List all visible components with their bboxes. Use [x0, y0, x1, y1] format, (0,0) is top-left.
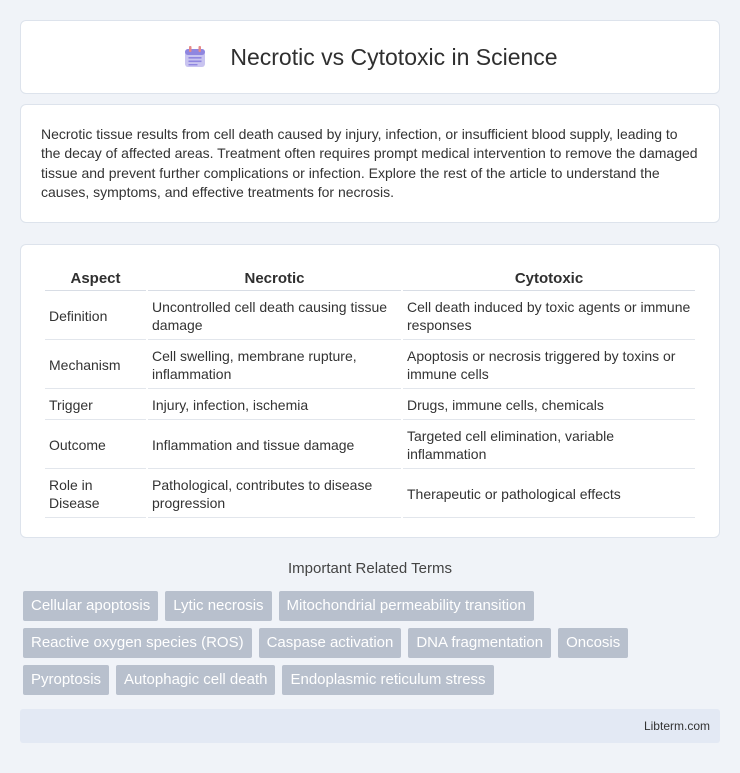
tag-link[interactable]: Autophagic cell death: [116, 665, 275, 695]
header-necrotic: Necrotic: [148, 267, 401, 291]
header-cytotoxic: Cytotoxic: [403, 267, 695, 291]
page-title: Necrotic vs Cytotoxic in Science: [230, 43, 558, 70]
tag-link[interactable]: Oncosis: [558, 628, 628, 658]
tag-link[interactable]: Mitochondrial permeability transition: [279, 591, 534, 621]
table-row: [45, 422, 695, 469]
cell-cytotoxic: Drugs, immune cells, chemicals: [403, 391, 695, 420]
cell-necrotic: Inflammation and tissue damage: [148, 422, 401, 469]
table-row: [45, 471, 695, 518]
cell-aspect: Role in Disease: [45, 471, 146, 518]
title-card: [20, 20, 720, 94]
comparison-table-card: [20, 244, 720, 538]
related-terms-tags: [23, 591, 723, 702]
cell-cytotoxic: Apoptosis or necrosis triggered by toxins or immune cells: [403, 342, 695, 389]
cell-cytotoxic: Cell death induced by toxic agents or immune responses: [403, 293, 695, 340]
cell-cytotoxic: Targeted cell elimination, variable inflammation: [403, 422, 695, 469]
table-row: [45, 293, 695, 340]
related-terms-title: Important Related Terms: [288, 560, 452, 577]
footer-site-link[interactable]: Libterm.com: [643, 719, 710, 733]
comparison-table: [43, 265, 697, 520]
cell-aspect: Mechanism: [45, 342, 146, 389]
footer: [20, 709, 720, 743]
cell-aspect: Trigger: [45, 391, 146, 420]
cell-necrotic: Injury, infection, ischemia: [148, 391, 401, 420]
cell-cytotoxic: Therapeutic or pathological effects: [403, 471, 695, 518]
cell-necrotic: Cell swelling, membrane rupture, inflammation: [148, 342, 401, 389]
cell-necrotic: Uncontrolled cell death causing tissue damage: [148, 293, 401, 340]
table-row: [45, 342, 695, 389]
intro-text: Necrotic tissue results from cell death caused by injury, infection, or insufficient blood supply, leading to the decay of affected areas. Treatment often requires prompt medical intervention to remove the damaged tissue and prevent further complications or infection. Explore the rest of the article to understand the causes, symptoms, and effective treatments for necrosis.: [41, 126, 698, 201]
tag-link[interactable]: Endoplasmic reticulum stress: [282, 665, 493, 695]
tag-link[interactable]: Lytic necrosis: [165, 591, 271, 621]
table-row: [45, 391, 695, 420]
tag-link[interactable]: Cellular apoptosis: [23, 591, 158, 621]
tag-link[interactable]: DNA fragmentation: [408, 628, 551, 658]
table-header-row: [45, 267, 695, 291]
cell-necrotic: Pathological, contributes to disease progression: [148, 471, 401, 518]
intro-card: [20, 104, 720, 223]
tag-link[interactable]: Caspase activation: [259, 628, 402, 658]
tag-link[interactable]: Reactive oxygen species (ROS): [23, 628, 252, 658]
calendar-icon: [182, 44, 208, 70]
cell-aspect: Definition: [45, 293, 146, 340]
cell-aspect: Outcome: [45, 422, 146, 469]
tag-link[interactable]: Pyroptosis: [23, 665, 109, 695]
header-aspect: Aspect: [45, 267, 146, 291]
tag-row: [23, 591, 723, 621]
tag-row: [23, 628, 723, 658]
tag-row: [23, 665, 723, 695]
